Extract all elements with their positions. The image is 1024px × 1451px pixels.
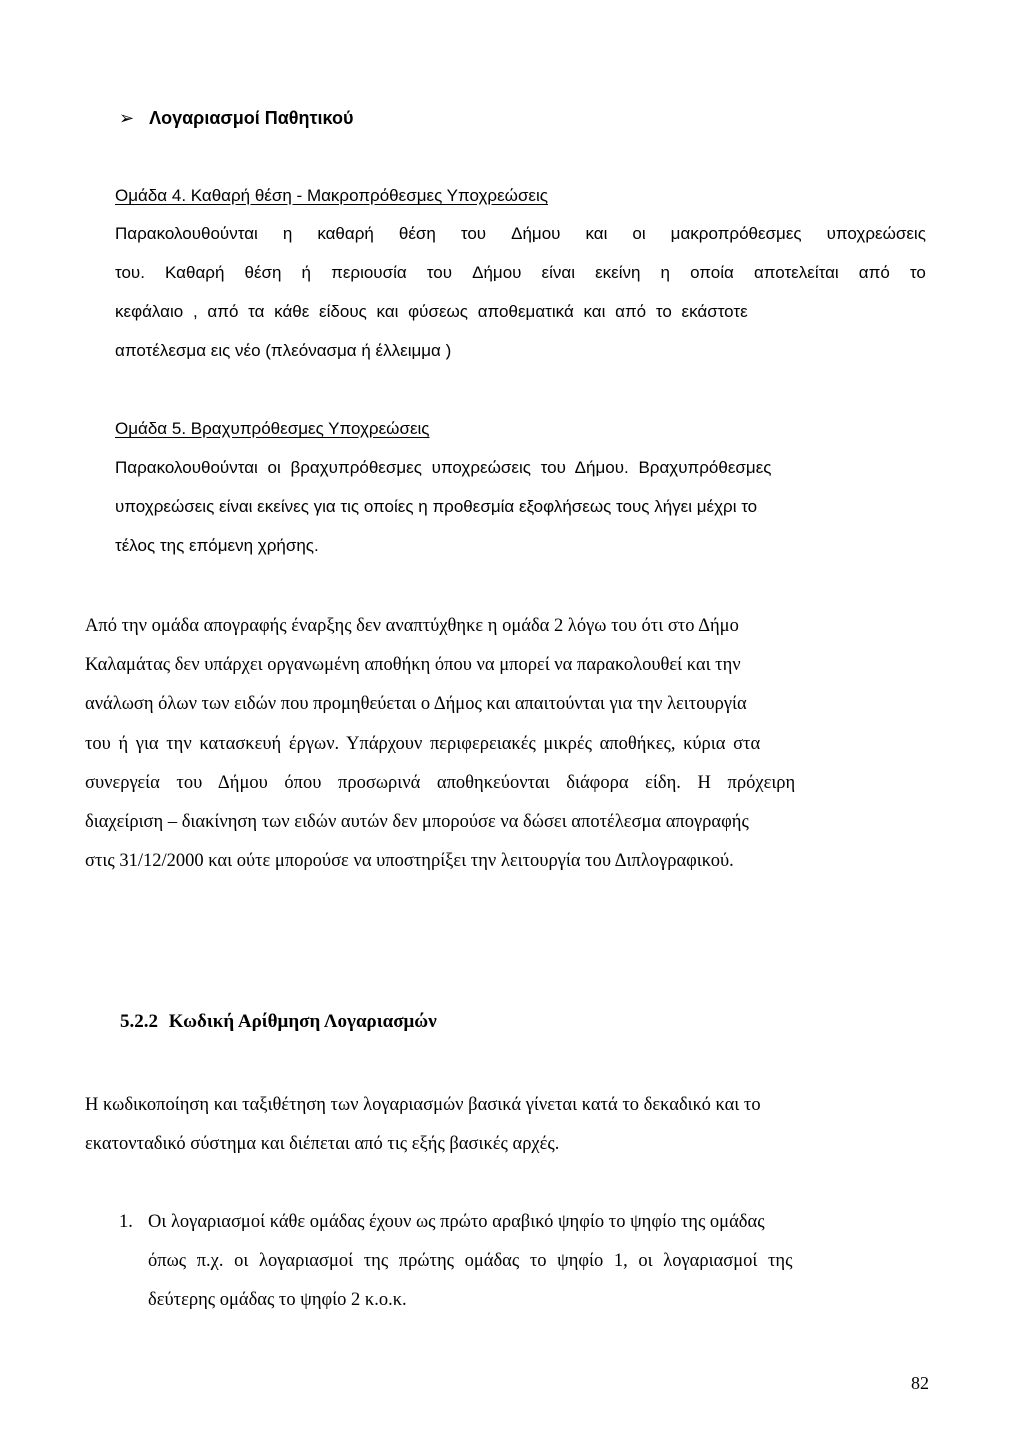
inventory-line: συνεργεία του Δήμου όπου προσωρινά αποθηκεύονται διάφορα είδη. Η πρόχειρη xyxy=(85,773,796,793)
group5-line: υποχρεώσεις είναι εκείνες για τις οποίες η προθεσμία εξοφλήσεως τους λήγει μέχρι το xyxy=(115,497,758,516)
inventory-line: Από την ομάδα απογραφής έναρξης δεν αναπτύχθηκε η ομάδα 2 λόγω του ότι στο Δήμο xyxy=(85,616,739,636)
section-title: Λογαριασμοί Παθητικού xyxy=(149,108,354,128)
bullet-arrow-icon: ➢ xyxy=(119,108,135,128)
subsection-title: Κωδική Αρίθμηση Λογαριασμών xyxy=(168,1011,437,1032)
inventory-line: Καλαμάτας δεν υπάρχει οργανωμένη αποθήκη όπου να μπορεί να παρακολουθεί και την xyxy=(85,655,741,675)
group4-heading: Ομάδα 4. Καθαρή θέση - Μακροπρόθεσμες Υποχρεώσεις xyxy=(115,186,548,205)
group4-line: του. Καθαρή θέση ή περιουσία του Δήμου είναι εκείνη η οποία αποτελείται από το xyxy=(115,263,926,282)
group4-line: αποτέλεσμα εις νέο (πλεόνασμα ή έλλειμμα ) xyxy=(115,341,452,360)
group5-line: Παρακολουθούνται οι βραχυπρόθεσμες υποχρεώσεις του Δήμου. Βραχυπρόθεσμες xyxy=(115,458,772,477)
inventory-line: διαχείριση – διακίνηση των ειδών αυτών δεν μπορούσε να δώσει αποτέλεσμα απογραφής xyxy=(85,812,749,832)
group5-heading: Ομάδα 5. Βραχυπρόθεσμες Υποχρεώσεις xyxy=(115,419,430,438)
group5-line: τέλος της επόμενη χρήσης. xyxy=(115,536,319,555)
subsection-heading xyxy=(120,1012,437,1031)
coding-line: Η κωδικοποίηση και ταξιθέτηση των λογαριασμών βασικά γίνεται κατά το δεκαδικό και το xyxy=(85,1095,761,1115)
section-heading xyxy=(119,109,353,127)
inventory-line: ανάλωση όλων των ειδών που προμηθεύεται ο Δήμος και απαιτούνται για την λειτουργία xyxy=(85,694,747,714)
inventory-line: του ή για την κατασκευή έργων. Υπάρχουν περιφερειακές μικρές αποθήκες, κύρια στα xyxy=(85,734,761,754)
page-number: 82 xyxy=(911,1373,929,1393)
inventory-line: στις 31/12/2000 και ούτε μπορούσε να υποστηρίξει την λειτουργία του Διπλογραφικού. xyxy=(85,851,734,871)
rule-number: 1. xyxy=(119,1212,133,1232)
group4-line: κεφάλαιο , από τα κάθε είδους και φύσεως αποθεματικά και από το εκάστοτε xyxy=(115,302,748,321)
coding-line: εκατονταδικό σύστημα και διέπεται από τις εξής βασικές αρχές. xyxy=(85,1134,560,1154)
group4-line: Παρακολουθούνται η καθαρή θέση του Δήμου και οι μακροπρόθεσμες υποχρεώσεις xyxy=(115,224,926,243)
rule-line: όπως π.χ. οι λογαριασμοί της πρώτης ομάδας το ψηφίο 1, οι λογαριασμοί της xyxy=(148,1251,793,1271)
subsection-number: 5.2.2 xyxy=(120,1011,158,1032)
rule-line: Οι λογαριασμοί κάθε ομάδας έχουν ως πρώτο αραβικό ψηφίο το ψηφίο της ομάδας xyxy=(148,1212,765,1232)
rule-line: δεύτερης ομάδας το ψηφίο 2 κ.ο.κ. xyxy=(148,1290,407,1310)
